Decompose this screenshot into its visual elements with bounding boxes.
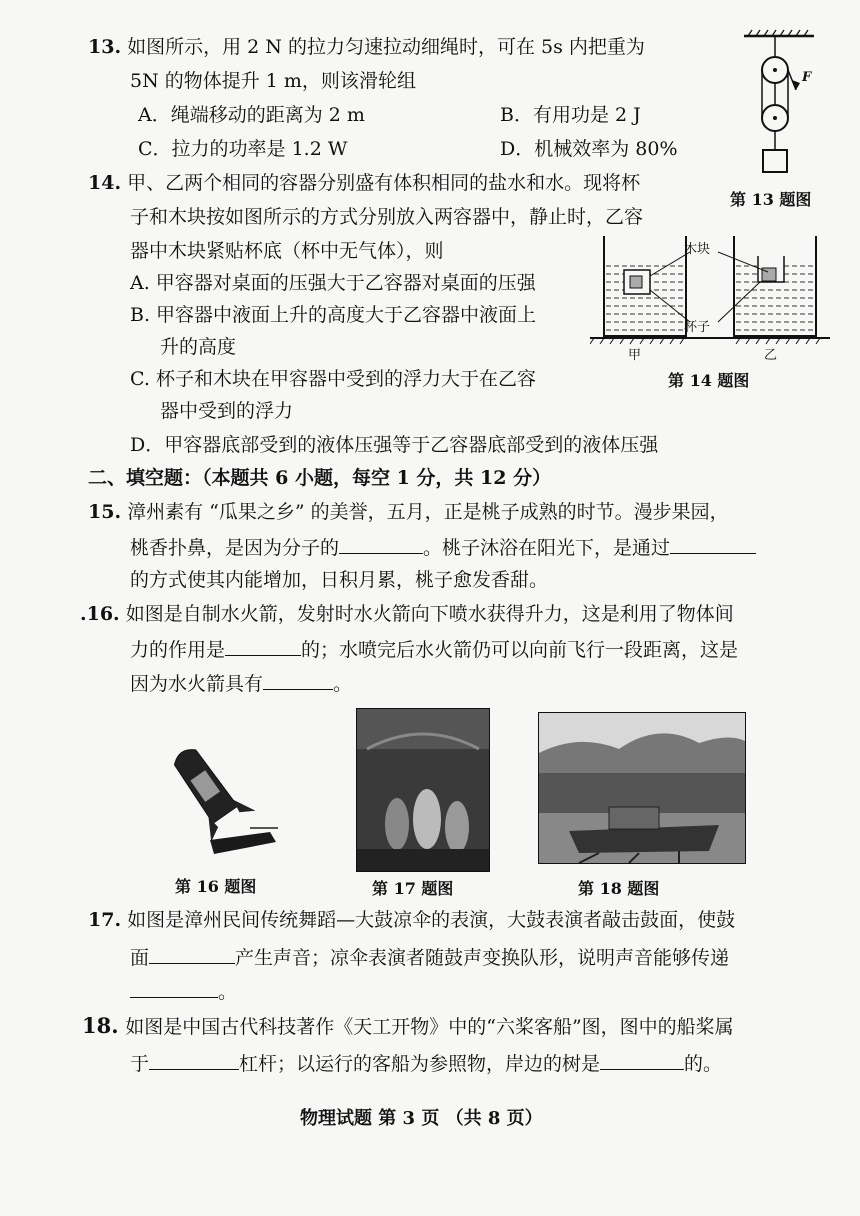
q18-text1: 如图是中国古代科技著作《天工开物》中的“六桨客船”图，图中的船桨属: [125, 1016, 734, 1038]
q17-blank-2[interactable]: [130, 977, 218, 998]
q18-text2c: 的。: [684, 1053, 723, 1075]
q13-stem-line2: 5N 的物体提升 1 m，则该滑轮组: [130, 70, 416, 92]
q13-option-d: D．机械效率为 80%: [500, 138, 678, 160]
q17-text2b: 产生声音；凉伞表演者随鼓声变换队形，说明声音能够传递: [235, 947, 730, 969]
q18-line1: [82, 1013, 734, 1040]
q14-stem-text1: 甲、乙两个相同的容器分别盛有体积相同的盐水和水。现将杯: [127, 172, 641, 194]
page-footer: 物理试题 第 3 页 （共 8 页）: [300, 1108, 543, 1129]
q13-stem-line1: [88, 34, 645, 60]
section-heading-fill-in: 二、填空题：（本题共 6 小题，每空 1 分，共 12 分）: [88, 467, 552, 489]
q18-caption: 第 18 题图: [578, 879, 660, 898]
q16-blank-2[interactable]: [263, 669, 333, 690]
q13-option-a: A．绳端移动的距离为 2 m: [138, 104, 365, 126]
pulley-force-label: F: [802, 70, 812, 85]
q16-line2: [130, 635, 738, 663]
q15-line1: [88, 499, 729, 525]
q17-caption: 第 17 题图: [372, 879, 454, 898]
q14-option-c-line1: C. 杯子和木块在甲容器中受到的浮力大于在乙容: [130, 368, 536, 390]
q15-blank-1[interactable]: [339, 533, 423, 554]
q14-caption: 第 14 题图: [668, 371, 750, 390]
q15-number: 15.: [88, 501, 122, 523]
q18-number: 18.: [82, 1013, 119, 1038]
q13-caption: 第 13 题图: [730, 190, 812, 209]
q13-stem-text1: 如图所示，用 2 N 的拉力匀速拉动细绳时，可在 5s 内把重为: [127, 36, 645, 58]
q14-option-c-line2: 器中受到的浮力: [160, 400, 294, 422]
q14-number: 14.: [88, 172, 122, 194]
q16-line3: [130, 669, 352, 697]
label-container-jia: 甲: [628, 348, 642, 363]
q16-text3a: 因为水火箭具有: [130, 673, 264, 695]
q17-number: 17.: [88, 909, 122, 931]
q16-text1: 如图是自制水火箭，发射时水火箭向下喷水获得升力，这是利用了物体间: [125, 603, 734, 625]
q16-blank-1[interactable]: [225, 635, 301, 656]
q15-blank-2[interactable]: [670, 533, 756, 554]
label-container-yi: 乙: [764, 348, 778, 363]
q14-option-b-line1: B. 甲容器中液面上升的高度大于乙容器中液面上: [130, 304, 537, 326]
six-oar-passenger-boat-image: [538, 712, 746, 864]
drum-umbrella-dance-photo: [356, 708, 490, 872]
q13-number: 13.: [88, 36, 122, 58]
q15-text2b: 。桃子沐浴在阳光下，是通过: [423, 537, 671, 559]
q16-text2b: 的；水喷完后水火箭仍可以向前飞行一段距离，这是: [301, 639, 739, 661]
q18-blank-1[interactable]: [149, 1049, 239, 1070]
label-cup: 杯子: [684, 320, 711, 335]
label-wood-block: 木块: [684, 242, 711, 257]
pulley-diagram: [730, 28, 830, 178]
q14-stem-line1: [88, 170, 640, 196]
q18-blank-2[interactable]: [600, 1049, 684, 1070]
q16-text3b: 。: [333, 673, 353, 695]
q14-stem-line3: 器中木块紧贴杯底（杯中无气体），则: [130, 240, 444, 262]
q16-caption: 第 16 题图: [175, 877, 257, 896]
q15-text2a: 桃香扑鼻，是因为分子的: [130, 537, 340, 559]
q15-line2: [130, 533, 756, 561]
q17-line2: [130, 943, 729, 971]
q18-text2a: 于: [130, 1053, 150, 1075]
q17-line3: [130, 977, 237, 1005]
q17-blank-1[interactable]: [149, 943, 235, 964]
q17-text3b: 。: [218, 981, 238, 1003]
q17-text1: 如图是漳州民间传统舞蹈—大鼓凉伞的表演，大鼓表演者敲击鼓面，使鼓: [127, 909, 736, 931]
water-rocket-image: [150, 740, 280, 860]
q17-text2a: 面: [130, 947, 150, 969]
q13-option-c: C．拉力的功率是 1.2 W: [138, 138, 348, 160]
q16-line1: [80, 601, 734, 627]
q13-option-b: B．有用功是 2 J: [500, 104, 641, 126]
q16-text2a: 力的作用是: [130, 639, 226, 661]
q14-option-a: A. 甲容器对桌面的压强大于乙容器对桌面的压强: [130, 272, 536, 294]
q18-text2b: 杠杆；以运行的客船为参照物，岸边的树是: [239, 1053, 601, 1075]
q18-line2: [130, 1049, 722, 1077]
q15-line3: 的方式使其内能增加，日积月累，桃子愈发香甜。: [130, 569, 549, 591]
q14-option-d: D．甲容器底部受到的液体压强等于乙容器底部受到的液体压强: [130, 434, 659, 456]
q16-number: .16.: [80, 603, 120, 625]
q14-stem-line2: 子和木块按如图所示的方式分别放入两容器中，静止时，乙容: [130, 206, 644, 228]
q14-option-b-line2: 升的高度: [160, 336, 237, 358]
q17-line1: [88, 907, 735, 933]
q15-text1: 漳州素有 “瓜果之乡” 的美誉，五月，正是桃子成熟的时节。漫步果园，: [127, 501, 729, 523]
